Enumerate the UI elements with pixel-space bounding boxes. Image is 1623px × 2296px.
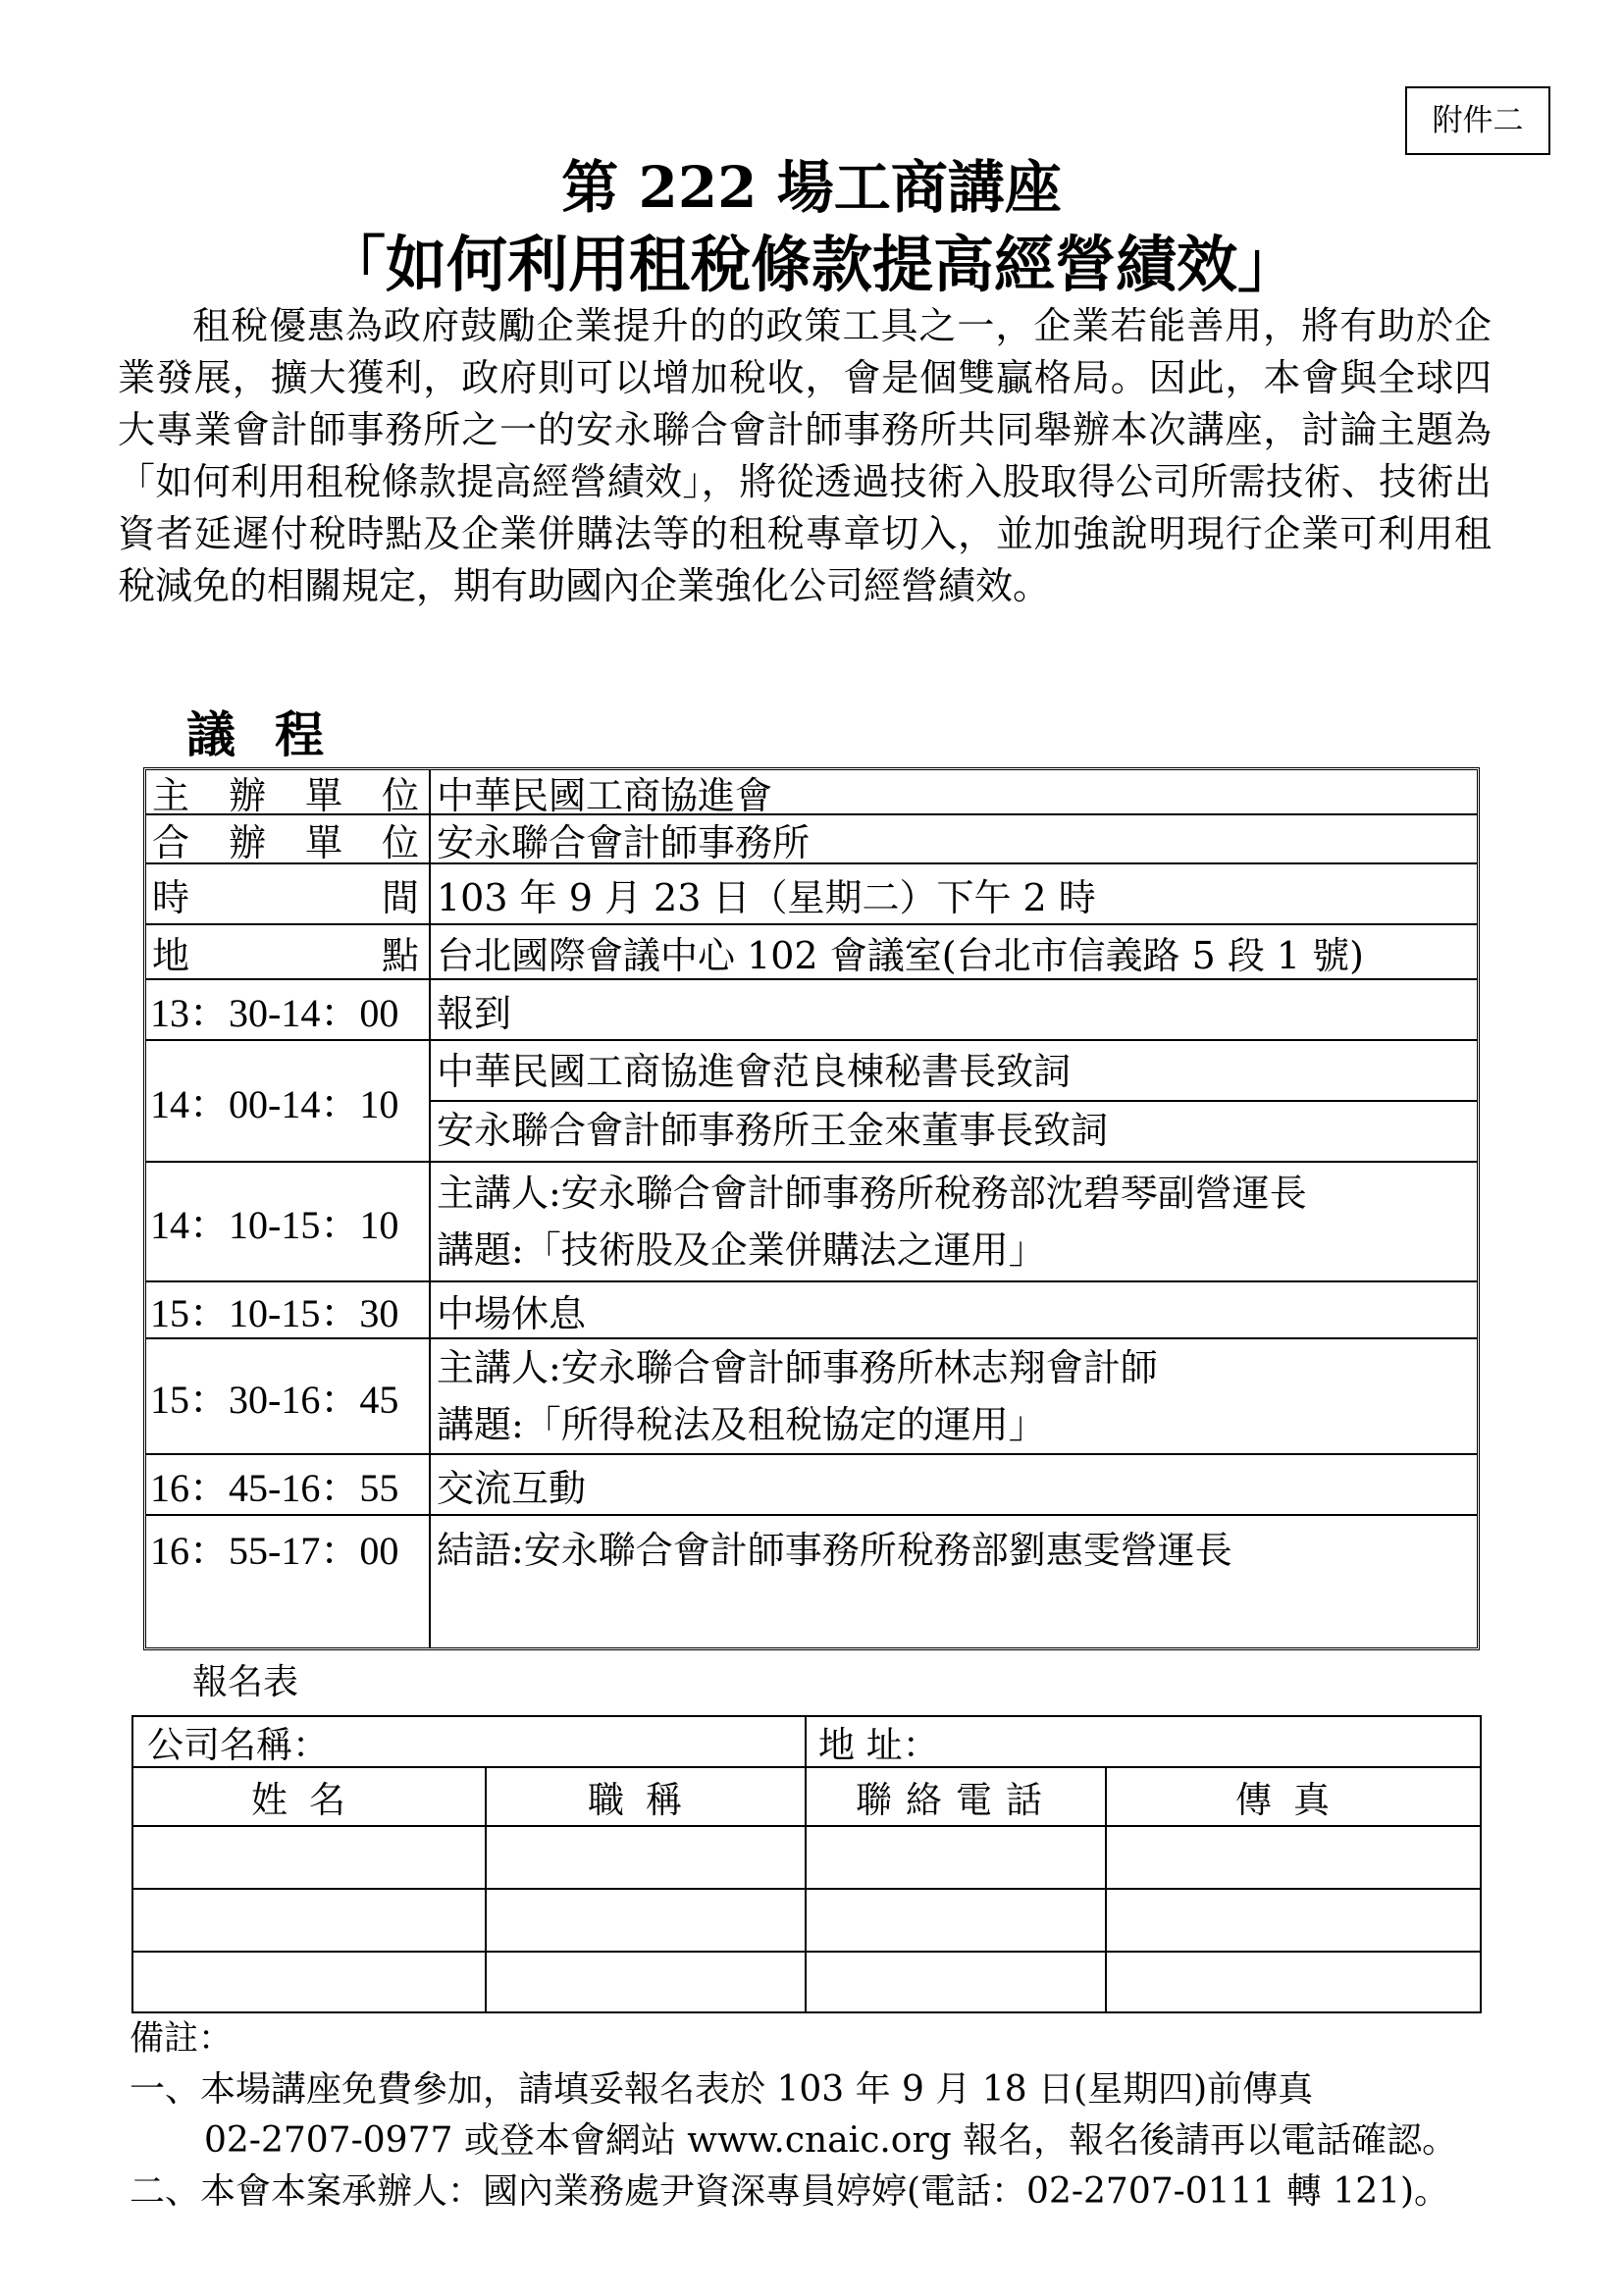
column-header-fax: 傳真: [1105, 1768, 1480, 1825]
schedule-time: 13：30-14：00: [146, 980, 431, 1039]
label-char: 單: [304, 773, 342, 817]
label-char: 單: [304, 820, 342, 864]
signup-entry-row: [133, 1951, 1480, 2011]
phone-cell[interactable]: [805, 1827, 1105, 1888]
column-header-name: 姓名: [251, 1779, 367, 1821]
agenda-row-organizer: [146, 770, 1477, 817]
schedule-row: [146, 1337, 1477, 1453]
schedule-time: 14：00-14：10: [146, 1041, 431, 1161]
address-label: 地 址：: [818, 1724, 939, 1766]
organizer-value: 中華民國工商協進會: [437, 773, 773, 817]
schedule-topic: 講題:「所得稅法及租稅協定的運用」: [437, 1403, 1046, 1446]
label-char: 點: [381, 933, 419, 977]
schedule-row: [146, 1161, 1477, 1280]
schedule-line: 安永聯合會計師事務所王金來董事長致詞: [431, 1100, 1477, 1159]
fax-cell[interactable]: [1105, 1827, 1480, 1888]
schedule-speaker: 主講人:安永聯合會計師事務所林志翔會計師: [437, 1346, 1158, 1389]
intro-text: 租稅優惠為政府鼓勵企業提升的的政策工具之一，企業若能善用，將有助於企業發展，擴大獲利，政府則可以增加稅收，會是個雙贏格局。因此，本會與全球四大專業會計師事務所之一的安永聯合會計師事務所共同舉辦本次講座，討論主題為「如何利用租稅條款提高經營績效」，將從透過技術入股取得公司所需技術、技術出資者延遲付稅時點及企業併購法等的租稅專章切入，並加強說明現行企業可利用租稅減免的相關規定，期有助國內企業強化公司經營績效。: [118, 304, 1492, 607]
signup-form: [131, 1715, 1482, 2013]
schedule-time: 15：30-16：45: [146, 1339, 431, 1453]
schedule-item: 報到: [437, 991, 512, 1035]
schedule-row: [146, 1514, 1477, 1647]
label-char: 主: [152, 773, 190, 817]
label-char: 時: [152, 875, 190, 919]
document-title: 第 222 場工商講座: [561, 154, 1062, 221]
column-header-phone: 聯絡電話: [805, 1768, 1105, 1825]
note-item-1-continued: 02-2707-0977 或登本會網站 www.cnaic.org 報名，報名後請再以電話確認。: [204, 2120, 1458, 2161]
signup-form-label: 報名表: [192, 1662, 299, 1702]
schedule-time: 16：55-17：00: [146, 1516, 431, 1647]
schedule-item: 交流互動: [437, 1466, 587, 1510]
schedule-row: [146, 978, 1477, 1039]
schedule-item: [431, 1041, 1477, 1161]
attachment-label: 附件二: [1405, 86, 1550, 155]
agenda-table: [143, 767, 1480, 1650]
time-value: 103 年 9 月 23 日（星期二）下午 2 時: [437, 875, 1096, 919]
schedule-row: [146, 1280, 1477, 1337]
note-item-2: 二、本會本案承辦人：國內業務處尹資深專員婷婷(電話：02-2707-0111 轉 121)。: [130, 2171, 1450, 2212]
label-char: 辦: [228, 773, 266, 817]
venue-value: 台北國際會議中心 102 會議室(台北市信義路 5 段 1 號): [437, 933, 1365, 977]
schedule-time: 15：10-15：30: [146, 1282, 431, 1337]
intro-paragraph: [118, 300, 1492, 612]
name-cell[interactable]: [133, 1827, 485, 1888]
schedule-time: 14：10-15：10: [146, 1163, 431, 1280]
company-name-label: 公司名稱：: [147, 1724, 329, 1766]
schedule-speaker: 主講人:安永聯合會計師事務所稅務部沈碧琴副營運長: [437, 1172, 1307, 1215]
schedule-row: [146, 1039, 1477, 1161]
notes-heading: 備註：: [130, 2019, 234, 2059]
agenda-row-venue: [146, 923, 1477, 978]
agenda-row-time: [146, 862, 1477, 923]
schedule-time: 16：45-16：55: [146, 1455, 431, 1514]
phone-cell[interactable]: [805, 1890, 1105, 1951]
schedule-item: [431, 1163, 1477, 1280]
column-header-title: 職稱: [485, 1768, 805, 1825]
label-char: 位: [381, 773, 419, 817]
venue-label: [146, 925, 431, 978]
label-char: 地: [152, 933, 190, 977]
schedule-row: [146, 1453, 1477, 1514]
address-field[interactable]: [805, 1717, 1480, 1766]
note-item-1: 一、本場講座免費參加，請填妥報名表於 103 年 9 月 18 日(星期四)前傳真: [130, 2069, 1314, 2110]
company-name-field[interactable]: [133, 1717, 805, 1766]
fax-cell[interactable]: [1105, 1953, 1480, 2011]
label-char: 位: [381, 820, 419, 864]
agenda-heading: 議程: [186, 705, 363, 763]
title-cell[interactable]: [485, 1890, 805, 1951]
schedule-line: 中華民國工商協進會范良棟秘書長致詞: [437, 1050, 1072, 1093]
signup-entry-row: [133, 1825, 1480, 1888]
title-cell[interactable]: [485, 1953, 805, 2011]
phone-cell[interactable]: [805, 1953, 1105, 2011]
label-char: 間: [381, 875, 419, 919]
co-organizer-value: 安永聯合會計師事務所: [437, 820, 811, 864]
schedule-item: 中場休息: [437, 1291, 587, 1335]
label-char: 合: [152, 820, 190, 864]
document-subtitle: 「如何利用租稅條款提高經營績效」: [324, 229, 1298, 300]
co-organizer-label: [146, 815, 431, 862]
agenda-row-co-organizer: [146, 813, 1477, 862]
label-char: 辦: [228, 820, 266, 864]
fax-cell[interactable]: [1105, 1890, 1480, 1951]
signup-header-row: [133, 1766, 1480, 1825]
time-label: [146, 864, 431, 923]
name-cell[interactable]: [133, 1890, 485, 1951]
signup-company-row: [133, 1717, 1480, 1766]
title-cell[interactable]: [485, 1827, 805, 1888]
schedule-topic: 講題:「技術股及企業併購法之運用」: [437, 1228, 1046, 1272]
schedule-item: [431, 1339, 1477, 1453]
signup-entry-row: [133, 1888, 1480, 1951]
organizer-label: [146, 770, 431, 817]
schedule-item: 結語:安永聯合會計師事務所稅務部劉惠雯營運長: [437, 1529, 1232, 1572]
name-cell[interactable]: [133, 1953, 485, 2011]
